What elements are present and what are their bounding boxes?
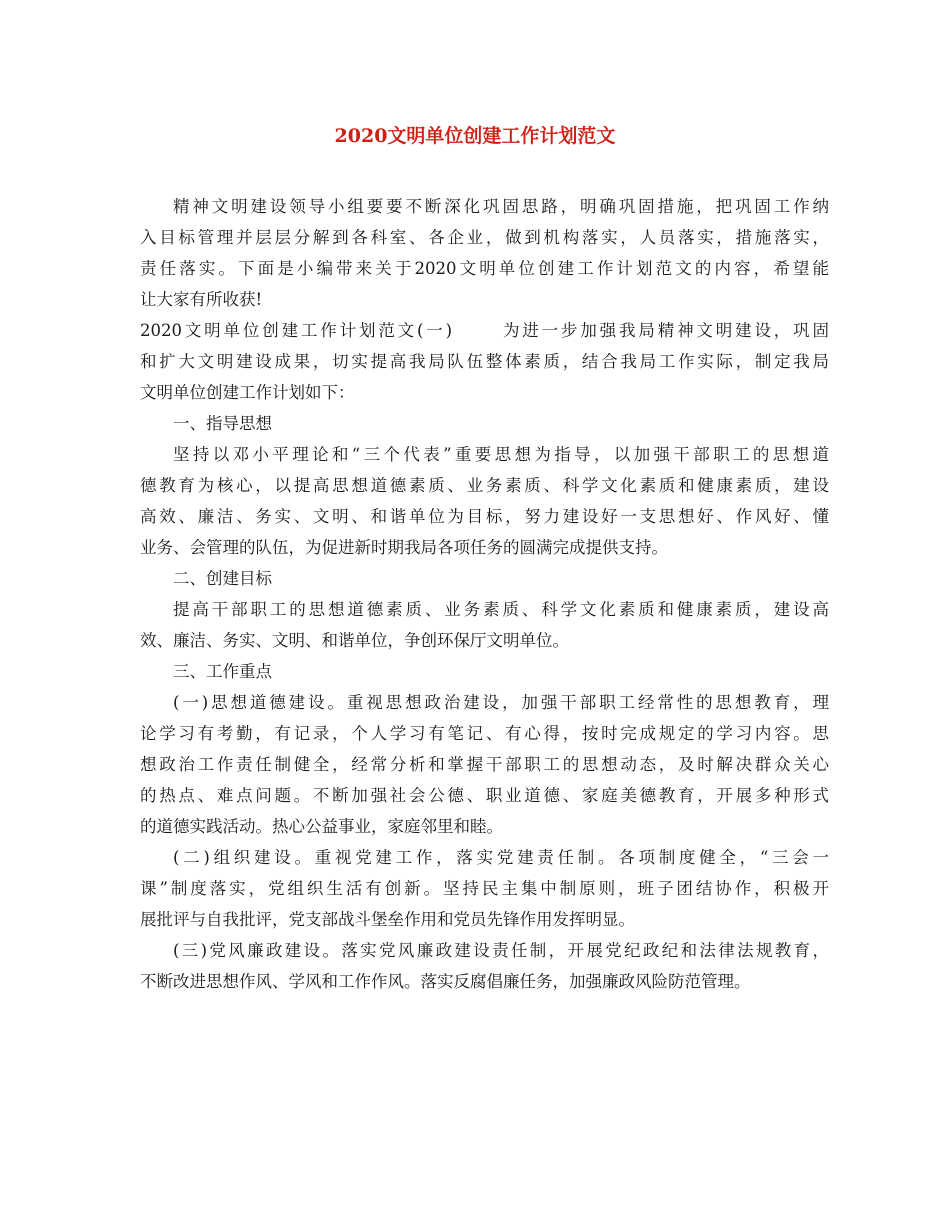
section-heading: 三、工作重点 (173, 662, 272, 681)
line-text: 展批评与自我批评，党支部战斗堡垒作用和党员先锋作用发挥明显。 (140, 910, 635, 929)
line-text: 坚持以邓小平理论和“三个代表”重要思想为指导，以加强干部职工的思想道 (173, 445, 829, 464)
text-line (140, 284, 829, 315)
text-line (140, 904, 829, 935)
line-text: 德教育为核心，以提高思想道德素质、业务素质、科学文化素质和健康素质，建设 (140, 476, 829, 495)
line-text: 不断改进思想作风、学风和工作作风。落实反腐倡廉任务，加强廉政风险防范管理。 (140, 972, 751, 991)
text-line (140, 439, 829, 470)
line-text: 为进一步加强我局精神文明建设，巩固 (500, 321, 830, 340)
line-text: (三)党风廉政建设。落实党风廉政建设责任制，开展党纪政纪和法律法规教育， (173, 941, 829, 960)
line-text: 提高干部职工的思想道德素质、业务素质、科学文化素质和健康素质，建设高 (173, 600, 829, 619)
line-text: 文明单位创建工作计划如下： (140, 383, 355, 402)
text-line (140, 935, 829, 966)
text-line (140, 532, 829, 563)
text-line (140, 718, 829, 749)
line-text: 课”制度落实，党组织生活有创新。坚持民主集中制原则，班子团结协作，积极开 (140, 879, 829, 898)
line-text: 入目标管理并层层分解到各科室、各企业，做到机构落实，人员落实，措施落实， (140, 228, 829, 247)
text-line (140, 656, 829, 687)
document-title: 2020文明单位创建工作计划范文 (334, 125, 616, 147)
text-line (140, 842, 829, 873)
text-line (140, 811, 829, 842)
text-line (140, 687, 829, 718)
line-text: (一)思想道德建设。重视思想政治建设，加强干部职工经常性的思想教育，理 (173, 693, 829, 712)
text-line (140, 966, 829, 997)
text-line (140, 625, 829, 656)
section-heading: 2020文明单位创建工作计划范文(一) (140, 321, 453, 340)
text-line (140, 222, 829, 253)
document-body (140, 191, 829, 997)
text-line (140, 501, 829, 532)
line-text: 让大家有所收获! (140, 290, 263, 309)
text-line (140, 749, 829, 780)
text-line (140, 346, 829, 377)
line-text: 效、廉洁、务实、文明、和谐单位，争创环保厅文明单位。 (140, 631, 569, 650)
line-text: 想政治工作责任制健全，经常分析和掌握干部职工的思想动态，及时解决群众关心 (140, 755, 829, 774)
line-text: 的道德实践活动。热心公益事业，家庭邻里和睦。 (140, 817, 503, 836)
line-text: 精神文明建设领导小组要要不断深化巩固思路，明确巩固措施，把巩固工作纳 (173, 197, 829, 216)
line-text: 论学习有考勤，有记录，个人学习有笔记、有心得，按时完成规定的学习内容。思 (140, 724, 829, 743)
text-line (140, 408, 829, 439)
line-text: 高效、廉洁、务实、文明、和谐单位为目标，努力建设好一支思想好、作风好、懂 (140, 507, 829, 526)
section-heading: 一、指导思想 (173, 414, 272, 433)
text-line (140, 253, 829, 284)
line-text: 责任落实。下面是小编带来关于2020文明单位创建工作计划范文的内容，希望能 (140, 259, 829, 278)
text-line (140, 873, 829, 904)
text-line (140, 377, 829, 408)
line-text: 和扩大文明建设成果，切实提高我局队伍整体素质，结合我局工作实际，制定我局 (140, 352, 829, 371)
line-text: 的热点、难点问题。不断加强社会公德、职业道德、家庭美德教育，开展多种形式 (140, 786, 829, 805)
section-heading: 二、创建目标 (173, 569, 272, 588)
text-line (140, 315, 829, 346)
line-text: (二)组织建设。重视党建工作，落实党建责任制。各项制度健全，“三会一 (173, 848, 829, 867)
text-line (140, 563, 829, 594)
text-line (140, 594, 829, 625)
text-line (140, 470, 829, 501)
line-text: 业务、会管理的队伍，为促进新时期我局各项任务的圆满完成提供支持。 (140, 538, 668, 557)
text-line (140, 191, 829, 222)
text-line (140, 780, 829, 811)
